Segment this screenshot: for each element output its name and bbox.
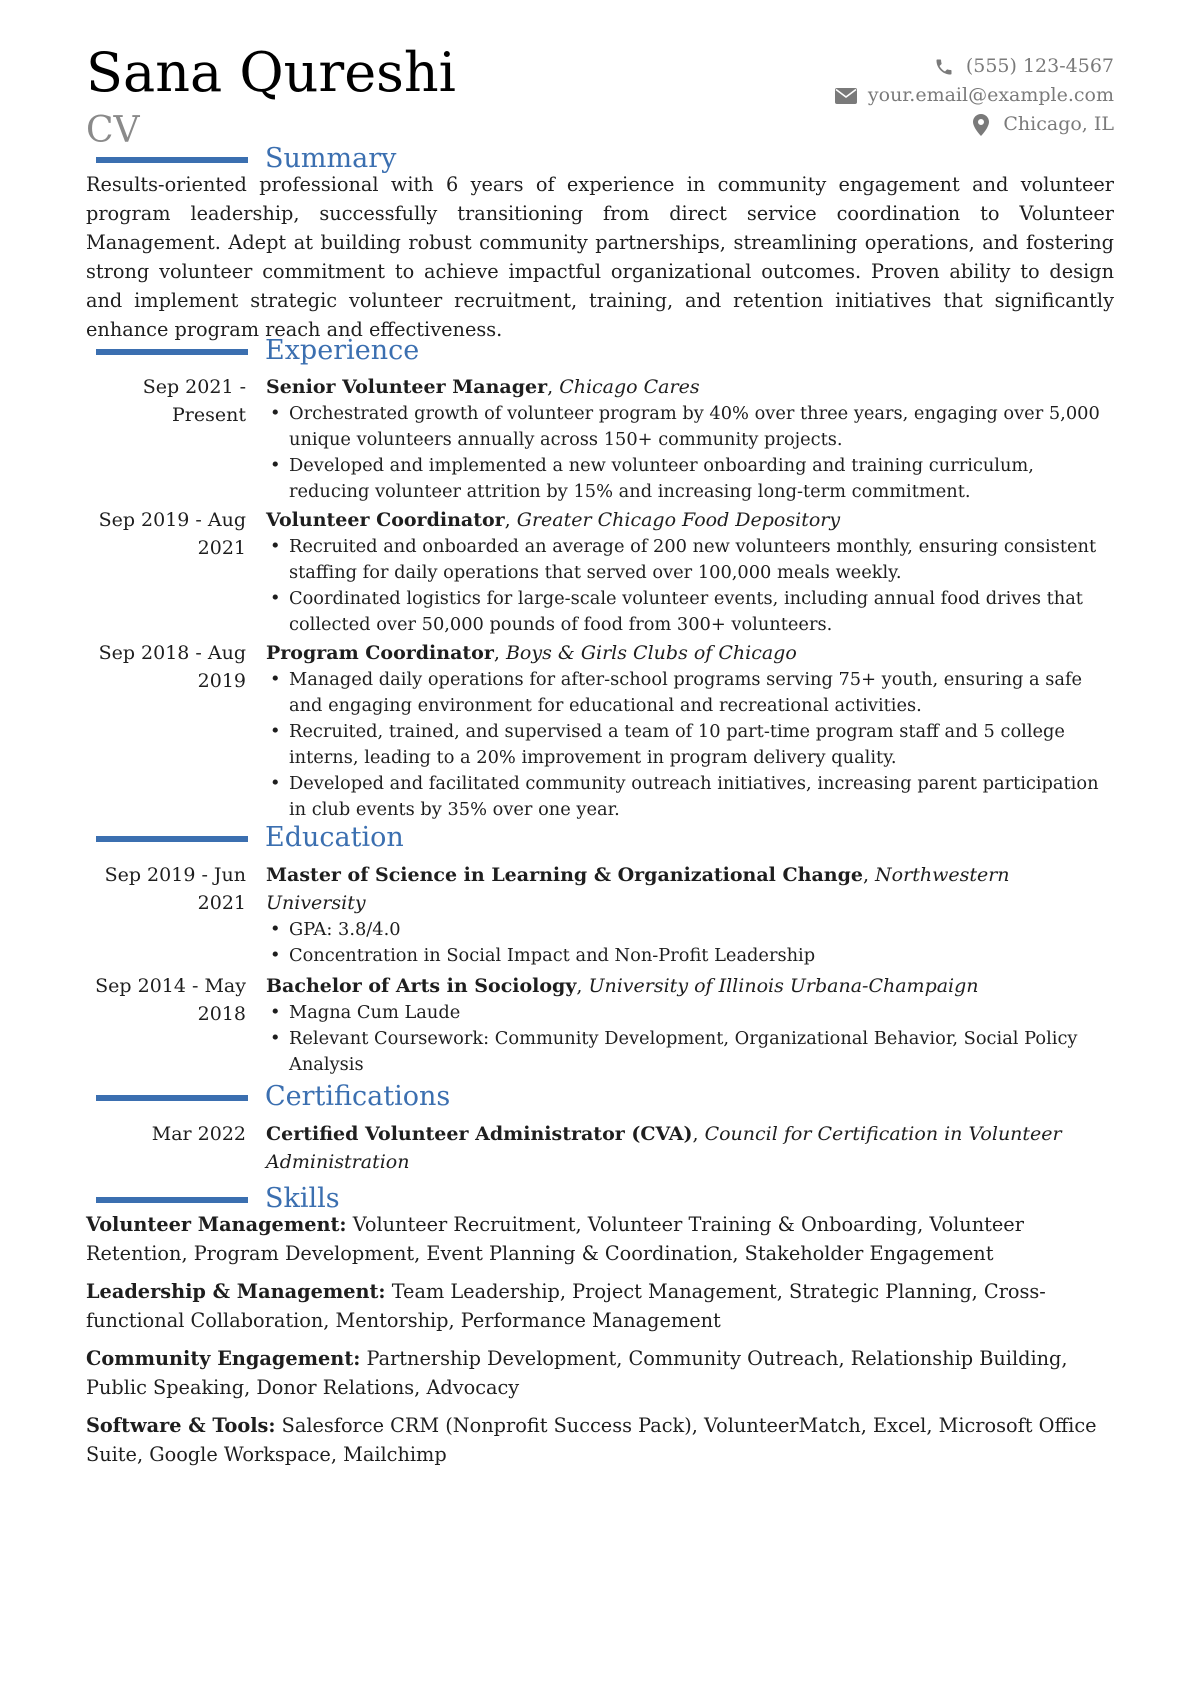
entry-organization: Greater Chicago Food Depository bbox=[516, 509, 841, 531]
phone-icon bbox=[932, 57, 956, 77]
entry-date: Sep 2021 - Present bbox=[142, 376, 246, 426]
contact-location bbox=[834, 110, 1114, 139]
entry-bullets bbox=[266, 667, 1111, 823]
skill-group bbox=[86, 1344, 1114, 1402]
entry-heading: Master of Science in Learning & Organizational Change, Northwestern University bbox=[266, 864, 1010, 914]
envelope-icon bbox=[834, 86, 858, 106]
skill-list: Team Leadership, Project Management, Strategic Planning, Cross-functional Collaboration, Mentorship, Performance Management bbox=[86, 1280, 1046, 1332]
entry-date: Sep 2014 - May 2018 bbox=[95, 975, 246, 1025]
bullet-item: • Magna Cum Laude bbox=[266, 1000, 1111, 1026]
skill-list: Partnership Development, Community Outreach, Relationship Building, Public Speaking, Donor Relations, Advocacy bbox=[86, 1347, 1068, 1399]
bullet-item: • GPA: 3.8/4.0 bbox=[266, 917, 1111, 943]
section-accent-bar bbox=[96, 1095, 248, 1101]
skill-category: Community Engagement: bbox=[86, 1347, 361, 1370]
section-education-heading bbox=[96, 823, 1106, 853]
entry-organization: Boys & Girls Clubs of Chicago bbox=[505, 642, 797, 664]
entry-degree: Bachelor of Arts in Sociology bbox=[266, 975, 577, 997]
entry-bullets bbox=[266, 917, 1111, 969]
skill-group bbox=[86, 1277, 1114, 1335]
entry-heading: Senior Volunteer Manager, Chicago Cares bbox=[266, 376, 700, 398]
skill-list: Salesforce CRM (Nonprofit Success Pack), VolunteerMatch, Excel, Microsoft Office Suite, Google Workspace, Mailchimp bbox=[86, 1414, 1097, 1466]
phone-text: (555) 123-4567 bbox=[965, 55, 1114, 77]
entry-date: Sep 2019 - Aug 2021 bbox=[98, 509, 246, 559]
location-text: Chicago, IL bbox=[1003, 113, 1114, 135]
entry-body bbox=[266, 373, 1111, 505]
bullet-item: • Developed and implemented a new volunteer onboarding and training curriculum, reducing volunteer attrition by 15% and increasing long-term commitment. bbox=[266, 453, 1111, 505]
skill-group bbox=[86, 1411, 1114, 1469]
entry-body bbox=[266, 861, 1111, 969]
contact-email bbox=[834, 81, 1114, 110]
section-experience-heading bbox=[96, 336, 1106, 366]
bullet-item: • Orchestrated growth of volunteer program by 40% over three years, engaging over 5,000 unique volunteers annually across 150+ community projects. bbox=[266, 401, 1111, 453]
entry-date: Sep 2018 - Aug 2019 bbox=[98, 642, 246, 692]
entry-role: Senior Volunteer Manager bbox=[266, 376, 548, 398]
entry-role: Volunteer Coordinator bbox=[266, 509, 505, 531]
skill-category: Leadership & Management: bbox=[86, 1280, 386, 1303]
entry-bullets bbox=[266, 1000, 1111, 1078]
skill-group bbox=[86, 1210, 1114, 1268]
entry-date: Mar 2022 bbox=[151, 1123, 246, 1145]
email-text: your.email@example.com bbox=[867, 84, 1114, 106]
certification-issuer: Council for Certification in Volunteer Administration bbox=[266, 1123, 1062, 1173]
entry-heading: Program Coordinator, Boys & Girls Clubs of Chicago bbox=[266, 642, 797, 664]
bullet-item: • Developed and facilitated community outreach initiatives, increasing parent participation in club events by 35% over one year. bbox=[266, 771, 1111, 823]
section-title: Certifications bbox=[265, 1081, 451, 1112]
section-title: Skills bbox=[265, 1183, 340, 1214]
entry-body bbox=[266, 506, 1111, 638]
entry-degree: Master of Science in Learning & Organizational Change bbox=[266, 864, 863, 886]
bullet-item: • Managed daily operations for after-school programs serving 75+ youth, ensuring a safe and engaging environment for educational and recreational activities. bbox=[266, 667, 1111, 719]
skill-category: Software & Tools: bbox=[86, 1414, 276, 1437]
entry-heading: Certified Volunteer Administrator (CVA), Council for Certification in Volunteer Administration bbox=[266, 1123, 1062, 1173]
person-name: Sana Qureshi bbox=[86, 41, 456, 104]
entry-body bbox=[266, 1120, 1111, 1176]
entry-heading: Volunteer Coordinator, Greater Chicago Food Depository bbox=[266, 509, 841, 531]
entry-bullets bbox=[266, 401, 1111, 505]
section-title: Summary bbox=[265, 143, 397, 174]
bullet-item: • Coordinated logistics for large-scale volunteer events, including annual food drives that collected over 50,000 pounds of food from 300+ volunteers. bbox=[266, 586, 1111, 638]
entry-institution: University of Illinois Urbana-Champaign bbox=[588, 975, 979, 997]
certification-name: Certified Volunteer Administrator (CVA) bbox=[266, 1123, 693, 1145]
entry-organization: Chicago Cares bbox=[559, 376, 700, 398]
section-accent-bar bbox=[96, 349, 248, 355]
entry-bullets bbox=[266, 534, 1111, 638]
entry-body bbox=[266, 972, 1111, 1078]
entry-date: Sep 2019 - Jun 2021 bbox=[104, 864, 246, 914]
section-certifications-heading bbox=[96, 1082, 1106, 1112]
bullet-item: • Concentration in Social Impact and Non-Profit Leadership bbox=[266, 943, 1111, 969]
summary-text: Results-oriented professional with 6 years of experience in community engagement and volunteer program leadership, successfully transitioning from direct service coordination to Volunteer Management. Adept at building robust community partnerships, streamlining operations, and fostering strong volunteer commitment to achieve impactful organizational outcomes. Proven ability to design and implement strategic volunteer recruitment, training, and retention initiatives that significantly enhance program reach and effectiveness. bbox=[86, 173, 1114, 341]
bullet-item: • Relevant Coursework: Community Development, Organizational Behavior, Social Policy Analysis bbox=[266, 1026, 1111, 1078]
bullet-item: • Recruited and onboarded an average of 200 new volunteers monthly, ensuring consistent staffing for daily operations that served over 100,000 meals weekly. bbox=[266, 534, 1111, 586]
section-accent-bar bbox=[96, 836, 248, 842]
bullet-item: • Recruited, trained, and supervised a team of 10 part-time program staff and 5 college interns, leading to a 20% improvement in program delivery quality. bbox=[266, 719, 1111, 771]
contact-block bbox=[834, 52, 1114, 139]
skill-list: Volunteer Recruitment, Volunteer Training & Onboarding, Volunteer Retention, Program Development, Event Planning & Coordination, Stakeholder Engagement bbox=[86, 1213, 1024, 1265]
section-title: Education bbox=[265, 822, 404, 853]
map-pin-icon bbox=[969, 115, 993, 135]
entry-heading: Bachelor of Arts in Sociology, University of Illinois Urbana-Champaign bbox=[266, 975, 979, 997]
entry-role: Program Coordinator bbox=[266, 642, 494, 664]
section-accent-bar bbox=[96, 157, 248, 163]
entry-institution: Northwestern University bbox=[266, 864, 1010, 914]
entry-body bbox=[266, 639, 1111, 823]
section-title: Experience bbox=[265, 335, 420, 366]
contact-phone bbox=[834, 52, 1114, 81]
section-accent-bar bbox=[96, 1197, 248, 1203]
skill-category: Volunteer Management: bbox=[86, 1213, 347, 1236]
document-subtitle: CV bbox=[86, 110, 140, 151]
